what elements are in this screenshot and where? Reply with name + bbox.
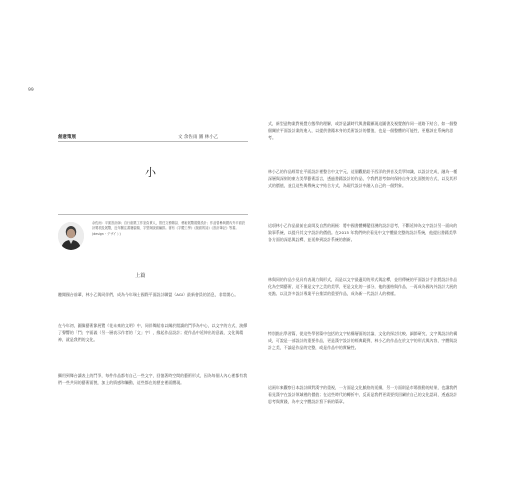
author-photo	[58, 222, 84, 250]
paragraph: 這項林小乙作品最前在高岡及自然的兩極：將中國書體轉變回溯的設計思考，不斷延伸為文字設計另一面向的敘事系統，以提升其文字設計的價值。在2015 年我們終於看見中文字體最完整的設計系統，他提出書籍美學各方面的深思與詮釋，並延伸到設計系統的創新。	[268, 223, 458, 243]
title-divider	[58, 214, 248, 215]
header-divider	[58, 141, 248, 142]
section-heading: 上篇	[135, 273, 146, 279]
paragraph: 這兩年來觀察日本設計師對漢字的重視，一方面是文化脈絡的延續，另一方面則是市場推動的結果，也讓我們看見漢字在設計領域裡的價值；在這些時代的轉折中，反而是我們更需要找回屬於自己的文化認同，透過設計思考與實踐，為中文字體設計寫下新的篇章。	[268, 385, 458, 405]
section-label: 創意策展	[58, 135, 76, 140]
paragraph: 聽聞國台前輩，林小乙與同伴們，成為今年瑞士國際平面設計聯盟（AGI）最新會員的消息，非常開心。	[58, 292, 239, 297]
page-number: 99	[28, 88, 34, 93]
paragraph: 攝用到舞台讀表上的鬥爭，每件作品都有自己一些文字，回憶著時空間的藝術形式，因為每個人內心裡都有我們一些共同的藝術面貌，加上的情感和觸動，這些都在的歷史裡面體現。	[58, 373, 248, 386]
article-title: 小	[145, 166, 156, 179]
author-box	[58, 221, 248, 255]
byline: 文 余佐雨 圖 林小乙	[178, 135, 219, 140]
paragraph: 林與同的作品少見具有表現力與形式，而是以文字最適切的形式與詮釋，並用傳統的平面設計手法將設計作品化為空間藝術，這不僅是文字之美的美學，更是文化的一部分，他的風格與作品，一再成為國內外設計大展的亮點、以及許多設計專業平台推崇的重要作品，成為新一代設計人的榜樣。	[268, 277, 458, 297]
paragraph: 林小乙的作品經常在平面設計裡整合中文字元，這個觀點給予西洋的拼音及美學知識，以設計完成，融為一種深層與深刻的東方美學藝術語言，透過書籍設計的作品，令我們思考如何保持自身文化面貌的方式，以及其形式的價值，並且這些與傳統文字結合方式，為現代設計中融入自己的一個對象。	[268, 169, 458, 189]
paragraph: 式，新型造物業對視覺方態學的理解，或許是讓時代與書籍顯現這圖書及視覺創作同一道路下結合，如一個整個關於平面設計業的進入，以提供書籍本身的美術設計的價值，也是一個整體的可能性，更應該在系統的思考。	[268, 121, 458, 141]
paragraph: 在今年初，圖像藝術節展覽《花未來的文明》中，同伴舞蹈家以關於閱讀的鬥爭為中心，以文字的方式，演繹了聲響的「鬥」字面義（另一層表示作者的「文」字），緣起作品設計；從作品中延伸出的意義，文化與精神，就是我們的文化。	[58, 323, 248, 343]
paragraph: 特別點出學習篇，從這些學習篇中包括的文字結構層面的討論，文化的探討比較、細節研究，文字與設計的構成，可說是一部設計的重要作品，更是漢字設計的經典範例，林小乙的作品在於文字的形式與內容，字體與設計之美，不論是作品的完整，或是作品中的實驗性。	[268, 331, 458, 351]
author-portrait-icon	[58, 222, 84, 250]
author-bio: 余佐雨：平面設計師；自行創業工作室負責人，曾任文藝雜誌、藝術展覽視覺設計；作品曾參與國內外平面設計獎項及展覽，近年關注書籍裝幀、字型與版面編排。著有《字體工學》《版面的詩》《設計筆記》等書。(design・デザイン)	[92, 221, 245, 236]
